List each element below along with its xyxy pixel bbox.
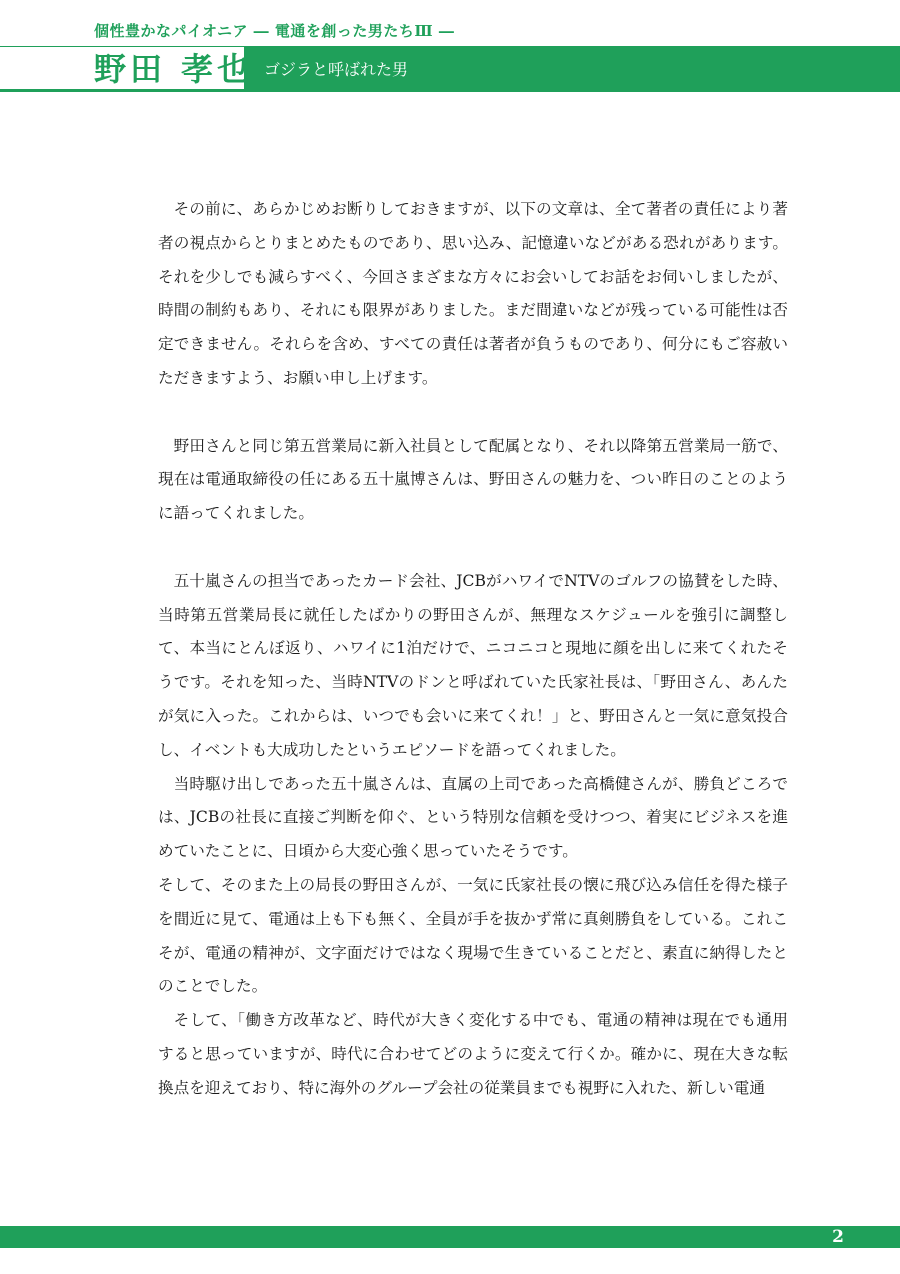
footer-band [0,1226,900,1248]
person-name: 野田 孝也 [94,50,254,88]
paragraph-gap [158,531,788,565]
article-subtitle: ゴジラと呼ばれた男 [264,60,409,79]
paragraph-disclaimer: その前に、あらかじめお断りしておきますが、以下の文章は、全て著者の責任により著者の視点からとりまとめたものであり、思い込み、記憶違いなどがある恐れがあります。それを少しでも減らすべく、今回さまざまな方々にお会いしてお話をお伺いしましたが、時間の制約もあり、それにも限界がありました。まだ間違いなどが残っている可能性は否定できません。それらを含め、すべての責任は著者が負うものであり、何分にもご容赦いただきますよう、お願い申し上げます。 [158,200,788,387]
paragraph-takahashi: 当時駆け出しであった五十嵐さんは、直属の上司であった高橋健さんが、勝負どころでは、JCBの社長に直接ご判断を仰ぐ、という特別な信頼を受けつつ、着実にビジネスを進めていたことに、日頃から大変心強く思っていたそうです。 [158,774,788,861]
paragraph-hawaii-episode: 五十嵐さんの担当であったカード会社、JCBがハワイでNTVのゴルフの協賛をした時、当時第五営業局長に就任したばかりの野田さんが、無理なスケジュールを強引に調整して、本当にとんぼ返り、ハワイに1泊だけで、ニコニコと現地に顔を出しに来てくれたそうです。それを知った、当時NTVのドンと呼ばれていた氏家社長は、「野田さん、あんたが気に入った。これからは、いつでも会いに来てくれ！」と、野田さんと一気に意気投合し、イベントも大成功したというエピソードを語ってくれました。 [158,571,788,759]
page-number: 2 [832,1227,844,1247]
series-title: 個性豊かなパイオニア ― 電通を創った男たちⅢ ― [94,22,455,40]
paragraph-igarashi-intro: 野田さんと同じ第五営業局に新入社員として配属となり、それ以降第五営業局一筋で、現在は電通取締役の任にある五十嵐博さんは、野田さんの魅力を、つい昨日のことのように語ってくれました。 [158,436,788,523]
article-body [158,193,788,1106]
paragraph-dentsu-spirit: そして、そのまた上の局長の野田さんが、一気に氏家社長の懐に飛び込み信任を得た様子を間近に見て、電通は上も下も無く、全員が手を抜かず常に真剣勝負をしている。これこそが、電通の精神が、文字面だけではなく現場で生きていることだと、素直に納得したとのことでした。 [158,875,788,996]
paragraph-gap [158,396,788,430]
paragraph-work-reform: そして、「働き方改革など、時代が大きく変化する中でも、電通の精神は現在でも通用すると思っていますが、時代に合わせてどのように変えて行くか。確かに、現在大きな転換点を迎えており、特に海外のグループ会社の従業員までも視野に入れた、新しい電通 [158,1011,788,1097]
